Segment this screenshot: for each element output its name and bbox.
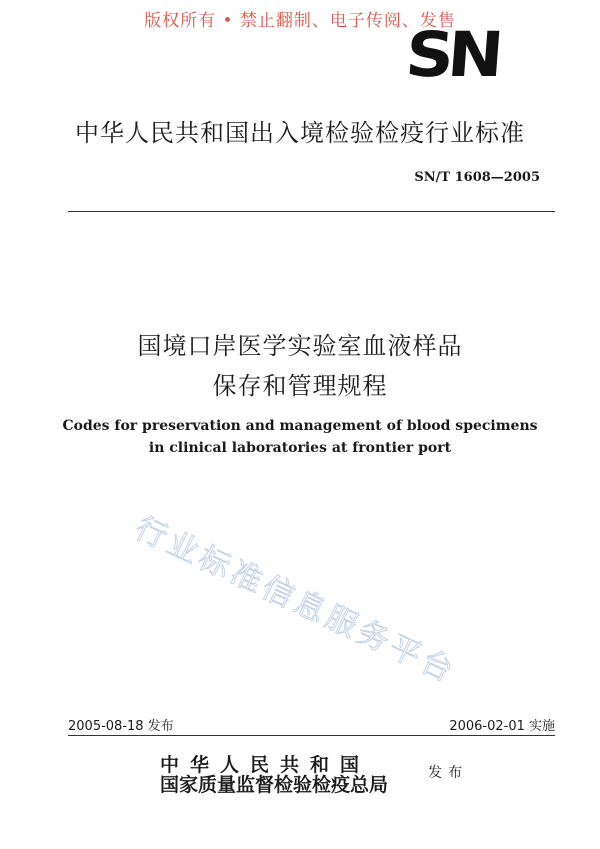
issuer-action: 发布 [428, 765, 468, 781]
document-title-cn-line1: 国境口岸医学实验室血液样品 [137, 332, 463, 360]
issuer-country: 中华人民共和国 [160, 754, 371, 776]
copyright-notice: 版权所有 • 禁止翻制、电子传阅、发售 [144, 11, 456, 31]
issue-date: 2005-08-18 发布 [68, 719, 174, 734]
top-divider [68, 211, 555, 212]
standard-code: SN/T 1608—2005 [414, 170, 540, 185]
bottom-divider [68, 735, 555, 736]
implementation-date: 2006-02-01 实施 [449, 719, 555, 734]
sn-logo: SN [403, 18, 500, 91]
document-title-en-line1: Codes for preservation and management of blood specimens [62, 418, 538, 434]
issuer-agency: 国家质量监督检验检疫总局 [160, 774, 389, 796]
document-title-en-line2: in clinical laboratories at frontier port [148, 440, 452, 456]
organization-title: 中华人民共和国出入境检验检疫行业标准 [75, 119, 525, 147]
watermark: 行业标准信息服务平台 [129, 510, 462, 691]
document-title-cn-line2: 保存和管理规程 [212, 372, 388, 400]
